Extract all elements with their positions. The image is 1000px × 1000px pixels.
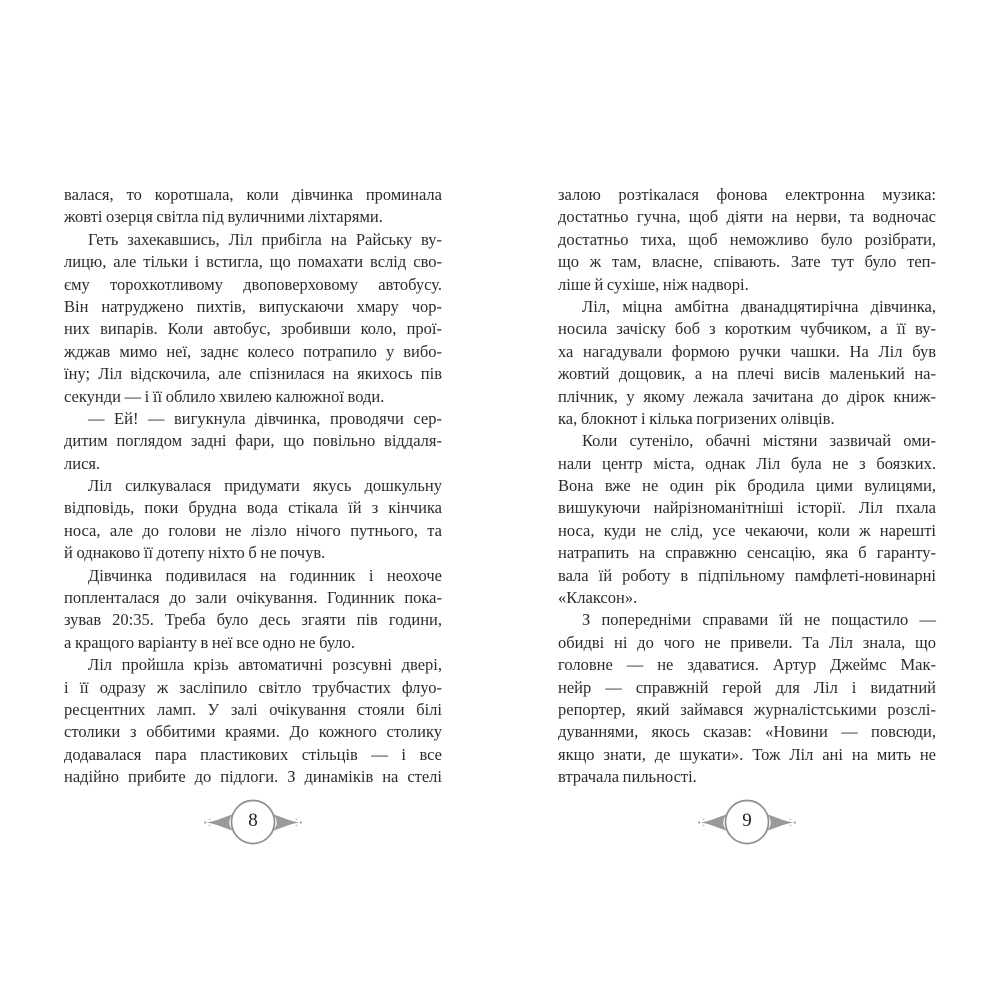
text-line: їну; Ліл відскочила, але спізнилася на якихось пів [64, 364, 442, 384]
text-line: достатньо гучна, щоб діяти на нерви, та водночас [558, 207, 936, 227]
text-line: Ліл, міцна амбітна дванадцятирічна дівчинка, [582, 296, 936, 316]
text-line: плічник, у якому лежала зачитана до дірок книж- [558, 386, 936, 406]
text-line: — Ей! — вигукнула дівчинка, проводячи сер- [88, 408, 442, 428]
page-number: 9 [742, 810, 752, 831]
text-line: попленталася до зали очікування. Годинник пока- [64, 588, 442, 608]
text-line: що ж там, власне, співають. Зате тут було теп- [558, 252, 936, 272]
text-line: носа, але до голови не лізло нічого путнього, та [64, 520, 442, 540]
text-line: Ліл силкувалася придумати якусь дошкульну [88, 476, 442, 496]
text-line: надійно прибите до підлоги. З динаміків на стелі [64, 767, 442, 787]
text-line: Він натруджено пихтів, випускаючи хмару чор- [64, 296, 442, 316]
text-line: носила зачіску боб з коротким чубчиком, а її ву- [558, 319, 936, 339]
text-line: і її одразу ж засліпило світло трубчастих флуо- [64, 677, 442, 697]
text-line: додавалася пара пластикових стільців — і все [64, 744, 442, 764]
text-line: жджав мимо неї, заднє колесо потрапило у вибо- [64, 341, 442, 361]
text-line: столики з оббитими краями. До кожного столику [64, 722, 442, 742]
text-line: вала їй роботу в підпільному памфлеті-новинарні [558, 565, 936, 585]
text-line: а кращого варіанту в неї все одно не було. [64, 632, 355, 652]
text-line: й однаково її дотепу ніхто б не почув. [64, 543, 326, 563]
text-line: «Клаксон». [558, 588, 638, 608]
text-line: ка, блокнот і кілька погризених олівців. [558, 408, 835, 428]
text-line: якщо знати, де шукати». Тож Ліл ані на мить не [558, 744, 936, 764]
text-line: носа, куди не слід, усе чекаючи, коли ж нарешті [558, 520, 936, 540]
text-line: ха нагадували формою ручки чашки. На Ліл був [558, 341, 936, 361]
text-line: Геть захекавшись, Ліл прибігла на Райську ву- [88, 229, 442, 249]
text-line: дуваннями, якось сказав: «Новини — повсюди, [558, 722, 936, 742]
text-line: дитим поглядом задні фари, що повільно віддаля- [64, 431, 442, 451]
text-line: натрапить на справжню сенсацію, яка б гаранту- [558, 543, 936, 563]
text-line: зував 20:35. Треба було десь згаяти пів години, [64, 610, 442, 630]
text-line: головне — не здаватися. Артур Джеймс Мак- [558, 655, 936, 675]
text-line: єму торохкотливому двоповерховому автобусу. [64, 274, 442, 294]
text-line: втрачала пильності. [558, 767, 697, 787]
text-line: нейр — справжній герой для Ліл і видатний [558, 677, 936, 697]
text-line: валася, то коротшала, коли дівчинка проминала [64, 185, 442, 204]
page-number: 8 [248, 810, 258, 831]
text-line: жовтий дощовик, а на плечі висів маленький на- [558, 364, 936, 384]
text-line: лися. [64, 453, 101, 473]
page-text [64, 184, 442, 789]
page-number-ornament [203, 797, 303, 847]
text-line: них випарів. Коли автобус, зробивши коло, прої- [64, 319, 442, 339]
page-text [558, 184, 936, 789]
page-right [558, 184, 936, 884]
text-line: секунди — і її облило хвилею калюжної води. [64, 386, 385, 406]
text-line: відповідь, поки брудна вода стікала їй з кінчика [64, 498, 442, 518]
text-line: вишукуючи найрізноманітніші історії. Ліл пхала [558, 498, 936, 518]
text-line: Дівчинка подивилася на годинник і неохоче [88, 565, 442, 585]
text-line: Коли сутеніло, обачні містяни зазвичай оми- [582, 431, 936, 451]
text-line: Вона вже не один рік бродила цими вулицями, [558, 476, 936, 496]
text-line: жовті озерця світла під вуличними ліхтарями. [64, 207, 383, 227]
page-number-ornament [697, 797, 797, 847]
text-line: нали центр міста, однак Ліл була не з боязких. [558, 453, 936, 473]
text-line: ресцентних ламп. У залі очікування стояли білі [64, 699, 442, 719]
text-line: лицю, але тільки і встигла, що помахати вслід сво- [64, 252, 442, 272]
text-line: обидві ні до чого не привели. Та Ліл знала, що [558, 632, 936, 652]
text-line: ліше й сухіше, ніж надворі. [558, 274, 749, 294]
text-line: залою розтікалася фонова електронна музика: [558, 185, 936, 204]
page-left [64, 184, 442, 884]
text-line: Ліл пройшла крізь автоматичні розсувні двері, [88, 655, 442, 675]
text-line: репортер, який займався журналістськими розслі- [558, 699, 936, 719]
text-line: достатньо тиха, щоб неможливо було розібрати, [558, 229, 936, 249]
text-line: З попередніми справами їй не пощастило — [582, 610, 936, 630]
